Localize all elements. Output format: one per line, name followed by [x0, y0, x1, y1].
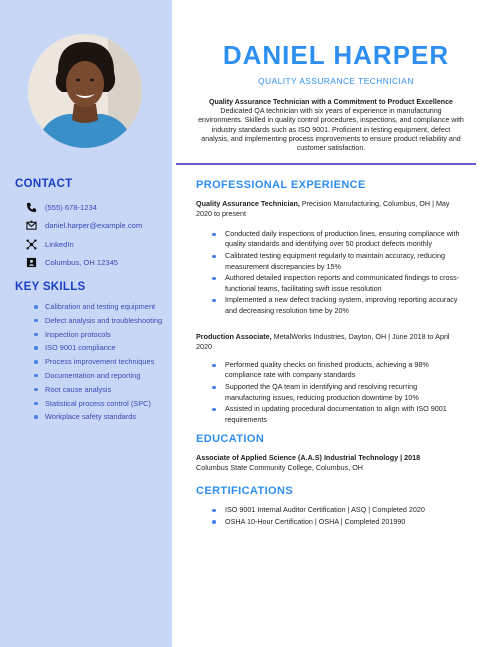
sidebar — [0, 0, 172, 647]
skills-heading: KEY SKILLS — [15, 281, 86, 293]
location-icon — [25, 257, 37, 269]
candidate-title: QUALITY ASSURANCE TECHNICIAN — [258, 76, 414, 86]
profile-photo — [28, 34, 142, 148]
job-1-details: Precision Manufacturing, Columbus, OH | May 2020 to present — [196, 199, 450, 219]
contact-location — [25, 254, 142, 273]
skill-item: ISO 9001 compliance — [45, 341, 165, 355]
certification-item: OSHA 10-Hour Certification | OSHA | Completed 201990 — [225, 517, 463, 527]
contact-list — [25, 198, 142, 272]
job-2-bullets — [225, 360, 463, 426]
job-1-bullets — [225, 229, 463, 317]
job-1-title: Quality Assurance Technician, — [196, 199, 300, 208]
job-bullet: Performed quality checks on finished products, achieving a 98% compliance rate with company standards — [225, 360, 463, 381]
summary-text: Dedicated QA technician with six years of experience in manufacturing environments. Skilled in quality control procedures, inspections, and compliance with industry standards such as ISO 9001. Proficient in testing equipment, defect analysis, and implementing process improvements to ensure product reliability and customer satisfaction. — [198, 107, 464, 153]
summary-heading: Quality Assurance Technician with a Commitment to Product Excellence — [208, 98, 453, 106]
contact-heading: CONTACT — [15, 178, 73, 190]
certifications-heading: CERTIFICATIONS — [196, 485, 294, 497]
job-bullet: Supported the QA team in identifying and resolving recurring manufacturing issues, reducing production downtime by 10% — [225, 382, 463, 403]
skill-item: Statistical process control (SPC) — [45, 397, 165, 411]
education-entry — [196, 453, 464, 474]
email-icon — [25, 220, 37, 232]
contact-email-text: daniel.harper@example.com — [45, 221, 143, 231]
job-2-title: Production Associate, — [196, 332, 272, 341]
certification-item: ISO 9001 Internal Auditor Certification | ASQ | Completed 2020 — [225, 505, 463, 515]
certifications-list — [225, 505, 463, 528]
profile-photo-illustration — [28, 34, 142, 148]
skills-list — [45, 300, 165, 424]
job-bullet: Implemented a new defect tracking system, improving reporting accuracy and decreasing resolution time by 20% — [225, 295, 463, 316]
job-1-header — [196, 199, 464, 220]
skill-item: Inspection protocols — [45, 328, 165, 342]
contact-location-text: Columbus, OH 12345 — [45, 258, 119, 268]
contact-linkedin[interactable] — [25, 235, 142, 254]
skill-item: Workplace safety standards — [45, 410, 165, 424]
section-divider — [176, 163, 476, 165]
skill-item: Root cause analysis — [45, 383, 165, 397]
network-icon — [25, 238, 37, 250]
job-2-details: MetalWorks Industries, Dayton, OH | June 2018 to April 2020 — [196, 332, 450, 352]
job-2-header — [196, 332, 464, 353]
job-bullet: Conducted daily inspections of production lines, ensuring compliance with quality standards and identifying over 50 product defects monthly — [225, 229, 463, 250]
skill-item: Calibration and testing equipment — [45, 300, 165, 314]
education-school: Columbus State Community College, Columbus, OH — [196, 463, 363, 473]
job-bullet: Assisted in updating procedural documentation to align with ISO 9001 requirements — [225, 404, 463, 425]
phone-icon — [25, 201, 37, 213]
experience-heading: PROFESSIONAL EXPERIENCE — [196, 179, 366, 191]
contact-phone[interactable] — [25, 198, 142, 217]
contact-email[interactable] — [25, 217, 142, 236]
skill-item: Documentation and reporting — [45, 369, 165, 383]
education-heading: EDUCATION — [196, 433, 265, 445]
contact-phone-text: (555) 678-1234 — [45, 202, 97, 212]
summary — [198, 98, 464, 153]
candidate-name: DANIEL HARPER — [222, 40, 450, 70]
job-bullet: Authored detailed inspection reports and communicated findings to cross-functional teams, facilitating swift issue resolution — [225, 273, 463, 294]
contact-linkedin-text: LinkedIn — [45, 239, 74, 249]
skill-item: Defect analysis and troubleshooting — [45, 314, 165, 328]
job-bullet: Calibrated testing equipment regularly to maintain accuracy, reducing measurement discrepancies by 15% — [225, 251, 463, 272]
skill-item: Process improvement techniques — [45, 355, 165, 369]
education-degree: Associate of Applied Science (A.A.S) Industrial Technology | 2018 — [196, 453, 421, 462]
